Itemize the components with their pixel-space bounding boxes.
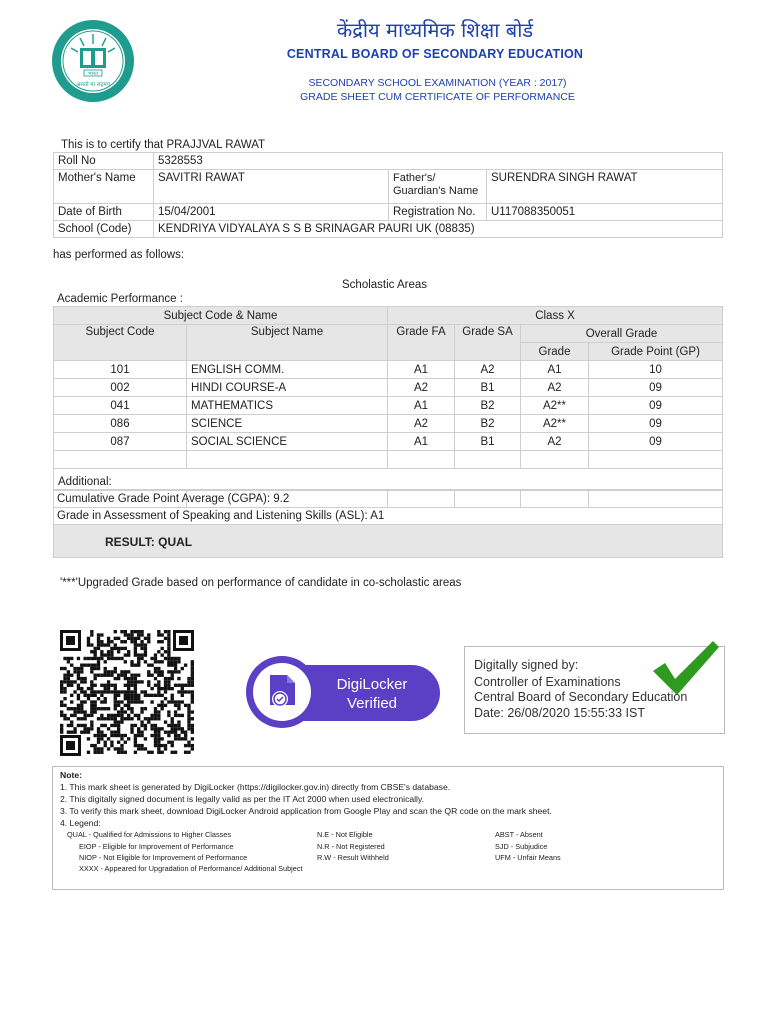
grade-point: 09 xyxy=(589,379,723,397)
mother-value: SAVITRI RAWAT xyxy=(154,170,389,204)
subject-code: 101 xyxy=(54,361,187,379)
marks-group-header xyxy=(54,307,723,325)
grade-fa: A1 xyxy=(388,361,455,379)
school-value: KENDRIYA VIDYALAYA S S B SRINAGAR PAURI UK (08835) xyxy=(154,221,723,238)
table-row xyxy=(54,415,723,433)
roll-row xyxy=(54,153,723,170)
subject-name: SCIENCE xyxy=(187,415,388,433)
legend-item: N.E - Not Eligible xyxy=(317,830,373,839)
scholastic-title: Scholastic Areas xyxy=(342,279,428,291)
roll-value: 5328553 xyxy=(154,153,723,170)
english-board-title: CENTRAL BOARD OF SECONDARY EDUCATION xyxy=(286,47,584,61)
hindi-board-title: केंद्रीय माध्यमिक शिक्षा बोर्ड xyxy=(336,18,534,42)
legend-item: SJD - Subjudice xyxy=(495,842,548,851)
legend-item: EIOP - Eligible for Improvement of Performance xyxy=(79,842,234,851)
digilocker-text: DigiLocker xyxy=(336,676,408,693)
certify-line: This is to certify that PRAJJVAL RAWAT xyxy=(61,139,266,151)
parents-row xyxy=(54,170,723,204)
subject-name: ENGLISH COMM. xyxy=(187,361,388,379)
note-item: 4. Legend: xyxy=(60,818,101,828)
grade-fa: A1 xyxy=(388,433,455,451)
exam-year-line: SECONDARY SCHOOL EXAMINATION (YEAR : 2017) xyxy=(308,77,567,89)
legend-item: UFM - Unfair Means xyxy=(495,853,561,862)
additional-row xyxy=(54,469,723,490)
school-label: School (Code) xyxy=(54,221,154,238)
school-row xyxy=(54,221,723,238)
roll-label: Roll No xyxy=(54,153,154,170)
legend-item: N.R - Not Registered xyxy=(317,842,385,851)
legend-item: QUAL - Qualified for Admissions to Higher Classes xyxy=(67,830,231,839)
registration-label: Registration No. xyxy=(389,204,487,221)
overall-grade-header: Overall Grade xyxy=(521,325,723,343)
table-row xyxy=(54,379,723,397)
legend-item: ABST - Absent xyxy=(495,830,543,839)
dob-row xyxy=(54,204,723,221)
overall-grade: A1 xyxy=(521,361,589,379)
subject-name-header: Subject Name xyxy=(187,325,388,361)
grade-sa: A2 xyxy=(455,361,521,379)
subject-name: MATHEMATICS xyxy=(187,397,388,415)
grade-sa: B2 xyxy=(455,397,521,415)
registration-value: U117088350051 xyxy=(487,204,723,221)
father-value: SURENDRA SINGH RAWAT xyxy=(487,170,723,204)
grade-point: 09 xyxy=(589,415,723,433)
grade-fa: A2 xyxy=(388,379,455,397)
table-row xyxy=(54,361,723,379)
grade-fa: A2 xyxy=(388,415,455,433)
performed-line: has performed as follows: xyxy=(53,249,185,261)
signed-by-line: Digitally signed by: xyxy=(474,658,579,672)
father-label xyxy=(389,170,487,204)
controller-line: Controller of Examinations xyxy=(474,675,621,689)
overall-grade: A2** xyxy=(521,397,589,415)
note-item: 1. This mark sheet is generated by DigiLocker (https://digilocker.gov.in) directly from CBSE's database. xyxy=(60,782,451,792)
grade-header: Grade xyxy=(521,343,589,361)
subject-group-header: Subject Code & Name xyxy=(54,307,388,325)
class-group-header: Class X xyxy=(388,307,723,325)
upgraded-footnote: '***'Upgraded Grade based on performance of candidate in co-scholastic areas xyxy=(60,577,462,589)
grade-point-header: Grade Point (GP) xyxy=(589,343,723,361)
subject-code: 087 xyxy=(54,433,187,451)
candidate-info-table xyxy=(53,152,723,238)
grade-fa: A1 xyxy=(388,397,455,415)
overall-grade: A2 xyxy=(521,433,589,451)
additional-label: Additional: xyxy=(54,469,723,490)
note-item: 3. To verify this mark sheet, download DigiLocker Android application from Google Play and scan the QR code on the mark sheet. xyxy=(60,806,552,816)
grade-sa-header: Grade SA xyxy=(455,325,521,361)
grade-sa: B1 xyxy=(455,379,521,397)
dob-label: Date of Birth xyxy=(54,204,154,221)
grade-point: 10 xyxy=(589,361,723,379)
subject-name: SOCIAL SCIENCE xyxy=(187,433,388,451)
subject-code: 002 xyxy=(54,379,187,397)
grade-sa: B1 xyxy=(455,433,521,451)
grade-point: 09 xyxy=(589,433,723,451)
overall-grade: A2 xyxy=(521,379,589,397)
subject-code: 041 xyxy=(54,397,187,415)
mother-label: Mother's Name xyxy=(54,170,154,204)
cbse-emblem-logo xyxy=(50,18,136,104)
grade-fa-header: Grade FA xyxy=(388,325,455,361)
signed-date-line: Date: 26/08/2020 15:55:33 IST xyxy=(474,706,645,720)
father-label-line1: Father's/ xyxy=(393,172,436,184)
qr-code[interactable] xyxy=(60,630,194,756)
marks-table xyxy=(53,306,723,508)
digital-signature-box xyxy=(464,646,725,734)
notes-title: Note: xyxy=(60,770,82,780)
legend-item: NIOP - Not Eligible for Improvement of Performance xyxy=(79,853,248,862)
marks-column-header xyxy=(54,325,723,343)
table-row xyxy=(54,433,723,451)
summary-table xyxy=(53,490,723,525)
dob-value: 15/04/2001 xyxy=(154,204,389,221)
notes-box xyxy=(52,766,724,890)
logo-motto-text: असतो मा सद्गमय xyxy=(76,82,110,88)
note-item: 2. This digitally signed document is legally valid as per the IT Act 2000 when used electronically. xyxy=(60,794,425,804)
table-row xyxy=(54,397,723,415)
result-text: RESULT: QUAL xyxy=(105,535,193,549)
academic-performance-label: Academic Performance : xyxy=(57,293,183,305)
board-line: Central Board of Secondary Education xyxy=(474,690,688,704)
legend-item: XXXX - Appeared for Upgradation of Performance/ Additional Subject xyxy=(79,864,303,873)
subject-name: HINDI COURSE-A xyxy=(187,379,388,397)
grade-sheet-line: GRADE SHEET CUM CERTIFICATE OF PERFORMANCE xyxy=(300,91,575,103)
legend-item: R.W - Result Withheld xyxy=(317,853,389,862)
digilocker-verified-badge xyxy=(246,655,442,729)
logo-bharat-text: भारत xyxy=(88,71,98,77)
father-label-line2: Guardian's Name xyxy=(393,185,479,197)
subject-code: 086 xyxy=(54,415,187,433)
verified-text: Verified xyxy=(346,695,398,712)
grade-point: 09 xyxy=(589,397,723,415)
asl-line: Grade in Assessment of Speaking and Listening Skills (ASL): A1 xyxy=(54,508,723,525)
empty-row xyxy=(54,451,723,469)
grade-sa: B2 xyxy=(455,415,521,433)
overall-grade: A2** xyxy=(521,415,589,433)
subject-code-header: Subject Code xyxy=(54,325,187,361)
cgpa-line: Cumulative Grade Point Average (CGPA): 9.2 xyxy=(54,491,723,508)
